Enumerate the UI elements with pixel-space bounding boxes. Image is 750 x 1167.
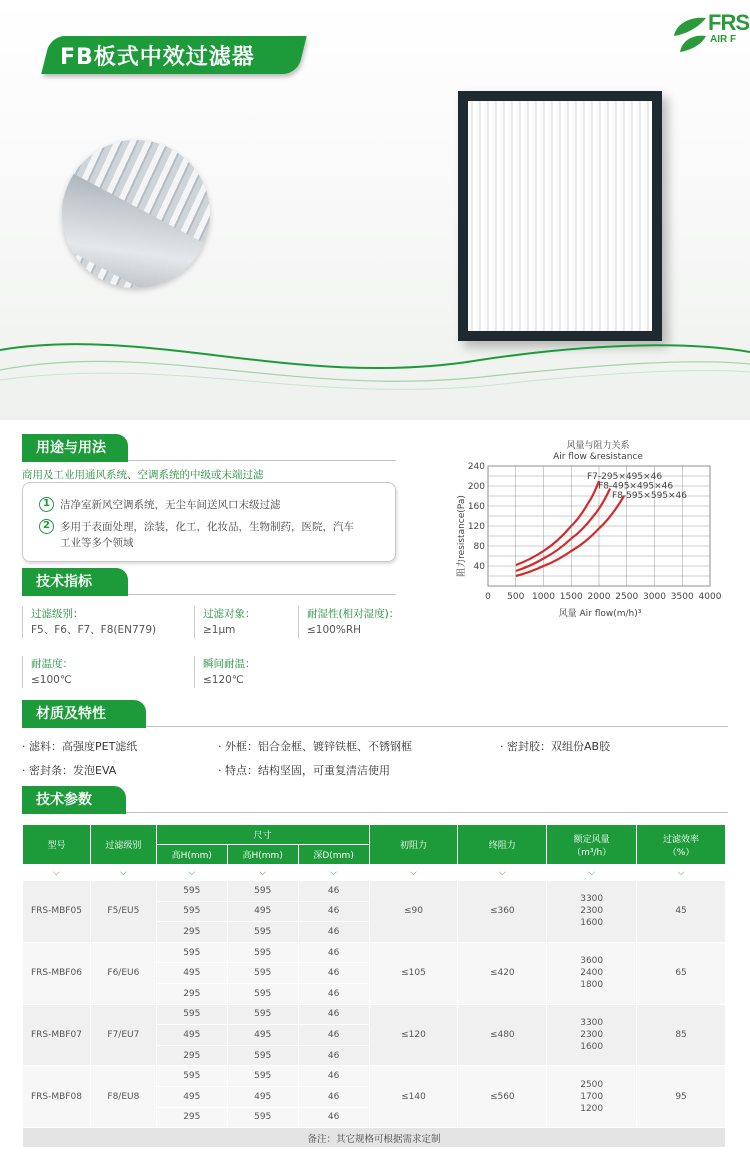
col-model: 型号 <box>23 825 91 865</box>
size-h1-cell: 495 <box>156 1025 227 1046</box>
size-h1-cell: 495 <box>156 1086 227 1107</box>
col-h2: 高H(mm) <box>227 845 298 865</box>
x-tick-label: 2500 <box>615 592 639 602</box>
size-h2-cell: 595 <box>227 881 298 902</box>
chevron-down-icon: ⌵ <box>156 865 227 881</box>
initial-resistance-cell: ≤120 <box>369 1004 458 1066</box>
efficiency-cell: 65 <box>637 942 726 1004</box>
initial-resistance-cell: ≤140 <box>369 1066 458 1128</box>
size-h2-cell: 595 <box>227 922 298 943</box>
efficiency-cell: 95 <box>637 1066 726 1128</box>
airflow-cell: 3300 2300 1600 <box>547 1004 637 1066</box>
page-title: FB板式中效过滤器 <box>60 45 255 70</box>
chevron-down-icon: ⌵ <box>227 865 298 881</box>
divider <box>126 812 728 813</box>
y-tick-label: 120 <box>467 522 485 532</box>
params-table <box>22 824 726 1148</box>
col-initial: 初阻力 <box>369 825 458 865</box>
y-tick-label: 80 <box>473 542 485 552</box>
spec-humidity: 耐湿性(相对湿度)： ≤100%RH <box>298 606 399 638</box>
brand-logo <box>670 4 750 64</box>
list-item: 1 洁净室新风空调系统，无尘车间送风口末级过滤 <box>39 497 281 513</box>
y-tick-label: 40 <box>473 562 485 572</box>
col-final: 终阻力 <box>458 825 547 865</box>
x-tick-label: 500 <box>507 592 525 602</box>
divider <box>128 594 396 595</box>
final-resistance-cell: ≤480 <box>458 1004 547 1066</box>
size-depth-cell: 46 <box>298 881 369 902</box>
x-tick-label: 1500 <box>559 592 583 602</box>
y-tick-label: 240 <box>467 462 485 472</box>
spec-temperature: 耐温度： ≤100℃ <box>22 656 73 688</box>
initial-resistance-cell: ≤90 <box>369 881 458 943</box>
grade-cell: F5/EU5 <box>90 881 156 943</box>
list-item: 工业等多个领域 <box>60 537 134 549</box>
col-airflow: 额定风量 （m³/h） <box>547 825 637 865</box>
uses-subtitle: 商用及工业用通风系统、空调系统的中级或末端过滤 <box>22 469 264 481</box>
size-h1-cell: 595 <box>156 1004 227 1025</box>
col-depth: 深D(mm) <box>298 845 369 865</box>
size-h1-cell: 595 <box>156 1066 227 1087</box>
airflow-resistance-chart <box>448 436 738 622</box>
initial-resistance-cell: ≤105 <box>369 942 458 1004</box>
uses-box <box>22 482 396 562</box>
table-row <box>23 1004 726 1025</box>
size-h2-cell: 595 <box>227 942 298 963</box>
efficiency-cell: 45 <box>637 881 726 943</box>
size-h2-cell: 595 <box>227 1107 298 1128</box>
size-h1-cell: 295 <box>156 1045 227 1066</box>
arrow-row <box>23 865 726 881</box>
col-size: 尺寸 <box>156 825 369 845</box>
final-resistance-cell: ≤420 <box>458 942 547 1004</box>
table-note: 备注：其它规格可根据需求定制 <box>23 1128 726 1148</box>
size-depth-cell: 46 <box>298 942 369 963</box>
size-depth-cell: 46 <box>298 1086 369 1107</box>
size-h1-cell: 595 <box>156 901 227 922</box>
section-uses-heading: 用途与用法 <box>22 434 128 462</box>
material-item: · 特点：结构坚固，可重复清洁使用 <box>218 764 390 777</box>
material-item: · 外框：铝合金框、镀锌铁框、不锈钢框 <box>218 740 412 753</box>
decorative-waves <box>0 320 750 410</box>
model-cell: FRS-MBF07 <box>23 1004 91 1066</box>
series-label: F8-595×595×46 <box>611 491 688 501</box>
section-params-heading: 技术参数 <box>22 786 126 814</box>
size-h2-cell: 595 <box>227 983 298 1004</box>
divider <box>146 726 728 727</box>
material-item: · 密封胶：双组份AB胶 <box>500 740 611 753</box>
size-depth-cell: 46 <box>298 1107 369 1128</box>
airflow-cell: 2500 1700 1200 <box>547 1066 637 1128</box>
size-depth-cell: 46 <box>298 963 369 984</box>
logo-text: FRS <box>708 10 749 35</box>
divider <box>128 460 396 461</box>
airflow-cell: 3600 2400 1800 <box>547 942 637 1004</box>
material-item: · 滤料：高强度PET滤纸 <box>22 740 138 753</box>
x-tick-label: 3500 <box>670 592 694 602</box>
y-tick-label: 200 <box>467 482 485 492</box>
pleat-closeup-image <box>62 140 210 288</box>
chart-title: 风量与阻力关系 <box>566 441 630 451</box>
size-depth-cell: 46 <box>298 1045 369 1066</box>
size-h1-cell: 295 <box>156 1107 227 1128</box>
col-efficiency: 过滤效率 （%） <box>637 825 726 865</box>
chevron-down-icon: ⌵ <box>298 865 369 881</box>
size-h1-cell: 595 <box>156 881 227 902</box>
table-row <box>23 881 726 902</box>
size-depth-cell: 46 <box>298 1025 369 1046</box>
spec-instant-temperature: 瞬间耐温： ≤120℃ <box>194 656 256 688</box>
size-h2-cell: 595 <box>227 1004 298 1025</box>
size-depth-cell: 46 <box>298 922 369 943</box>
size-h2-cell: 495 <box>227 901 298 922</box>
efficiency-cell: 85 <box>637 1004 726 1066</box>
section-materials-heading: 材质及特性 <box>22 700 146 728</box>
final-resistance-cell: ≤360 <box>458 881 547 943</box>
leaf-icon <box>670 10 710 60</box>
size-h1-cell: 595 <box>156 942 227 963</box>
size-h1-cell: 295 <box>156 922 227 943</box>
chevron-down-icon: ⌵ <box>369 865 458 881</box>
final-resistance-cell: ≤560 <box>458 1066 547 1128</box>
chevron-down-icon: ⌵ <box>637 865 726 881</box>
x-tick-label: 3000 <box>643 592 666 602</box>
size-h2-cell: 495 <box>227 1025 298 1046</box>
material-item: · 密封条：发泡EVA <box>22 764 117 777</box>
y-tick-label: 160 <box>467 502 485 512</box>
size-depth-cell: 46 <box>298 983 369 1004</box>
size-h2-cell: 495 <box>227 1086 298 1107</box>
col-h1: 高H(mm) <box>156 845 227 865</box>
table-row <box>23 942 726 963</box>
size-depth-cell: 46 <box>298 1004 369 1025</box>
chevron-down-icon: ⌵ <box>458 865 547 881</box>
logo-subtext: AIR F <box>710 34 737 45</box>
model-cell: FRS-MBF06 <box>23 942 91 1004</box>
x-tick-label: 4000 <box>698 592 722 602</box>
series-label: F8-495×495×46 <box>598 481 674 492</box>
grade-cell: F7/EU7 <box>90 1004 156 1066</box>
x-tick-label: 1000 <box>532 592 555 602</box>
grade-cell: F6/EU6 <box>90 942 156 1004</box>
spec-filter-target: 过滤对象： ≥1μm <box>194 606 256 638</box>
airflow-cell: 3300 2300 1600 <box>547 881 637 943</box>
col-grade: 过滤级别 <box>90 825 156 865</box>
size-h2-cell: 595 <box>227 963 298 984</box>
size-h1-cell: 295 <box>156 983 227 1004</box>
size-depth-cell: 46 <box>298 1066 369 1087</box>
spec-filter-grade: 过滤级别： F5、F6、F7、F8(EN779) <box>22 606 156 638</box>
grade-cell: F8/EU8 <box>90 1066 156 1128</box>
model-cell: FRS-MBF08 <box>23 1066 91 1128</box>
chevron-down-icon: ⌵ <box>23 865 91 881</box>
size-h2-cell: 595 <box>227 1066 298 1087</box>
x-tick-label: 0 <box>485 592 491 602</box>
list-item: 2 多用于表面处理，涂装，化工，化妆品，生物制药，医院，汽车 <box>39 519 354 535</box>
chevron-down-icon: ⌵ <box>547 865 637 881</box>
series-label: F7-295×495×46 <box>587 472 663 482</box>
size-h2-cell: 595 <box>227 1045 298 1066</box>
chart-subtitle: Air flow &resistance <box>553 452 643 462</box>
size-depth-cell: 46 <box>298 901 369 922</box>
chevron-down-icon: ⌵ <box>90 865 156 881</box>
chart-xlabel: 风量 Air flow(m/h)³ <box>558 609 642 619</box>
section-specs-heading: 技术指标 <box>22 568 128 596</box>
chart-ylabel: 阻力resistance(Pa) <box>457 495 467 577</box>
filter-product-image <box>458 91 662 341</box>
table-row <box>23 1066 726 1087</box>
model-cell: FRS-MBF05 <box>23 881 91 943</box>
x-tick-label: 2000 <box>587 592 611 602</box>
size-h1-cell: 495 <box>156 963 227 984</box>
